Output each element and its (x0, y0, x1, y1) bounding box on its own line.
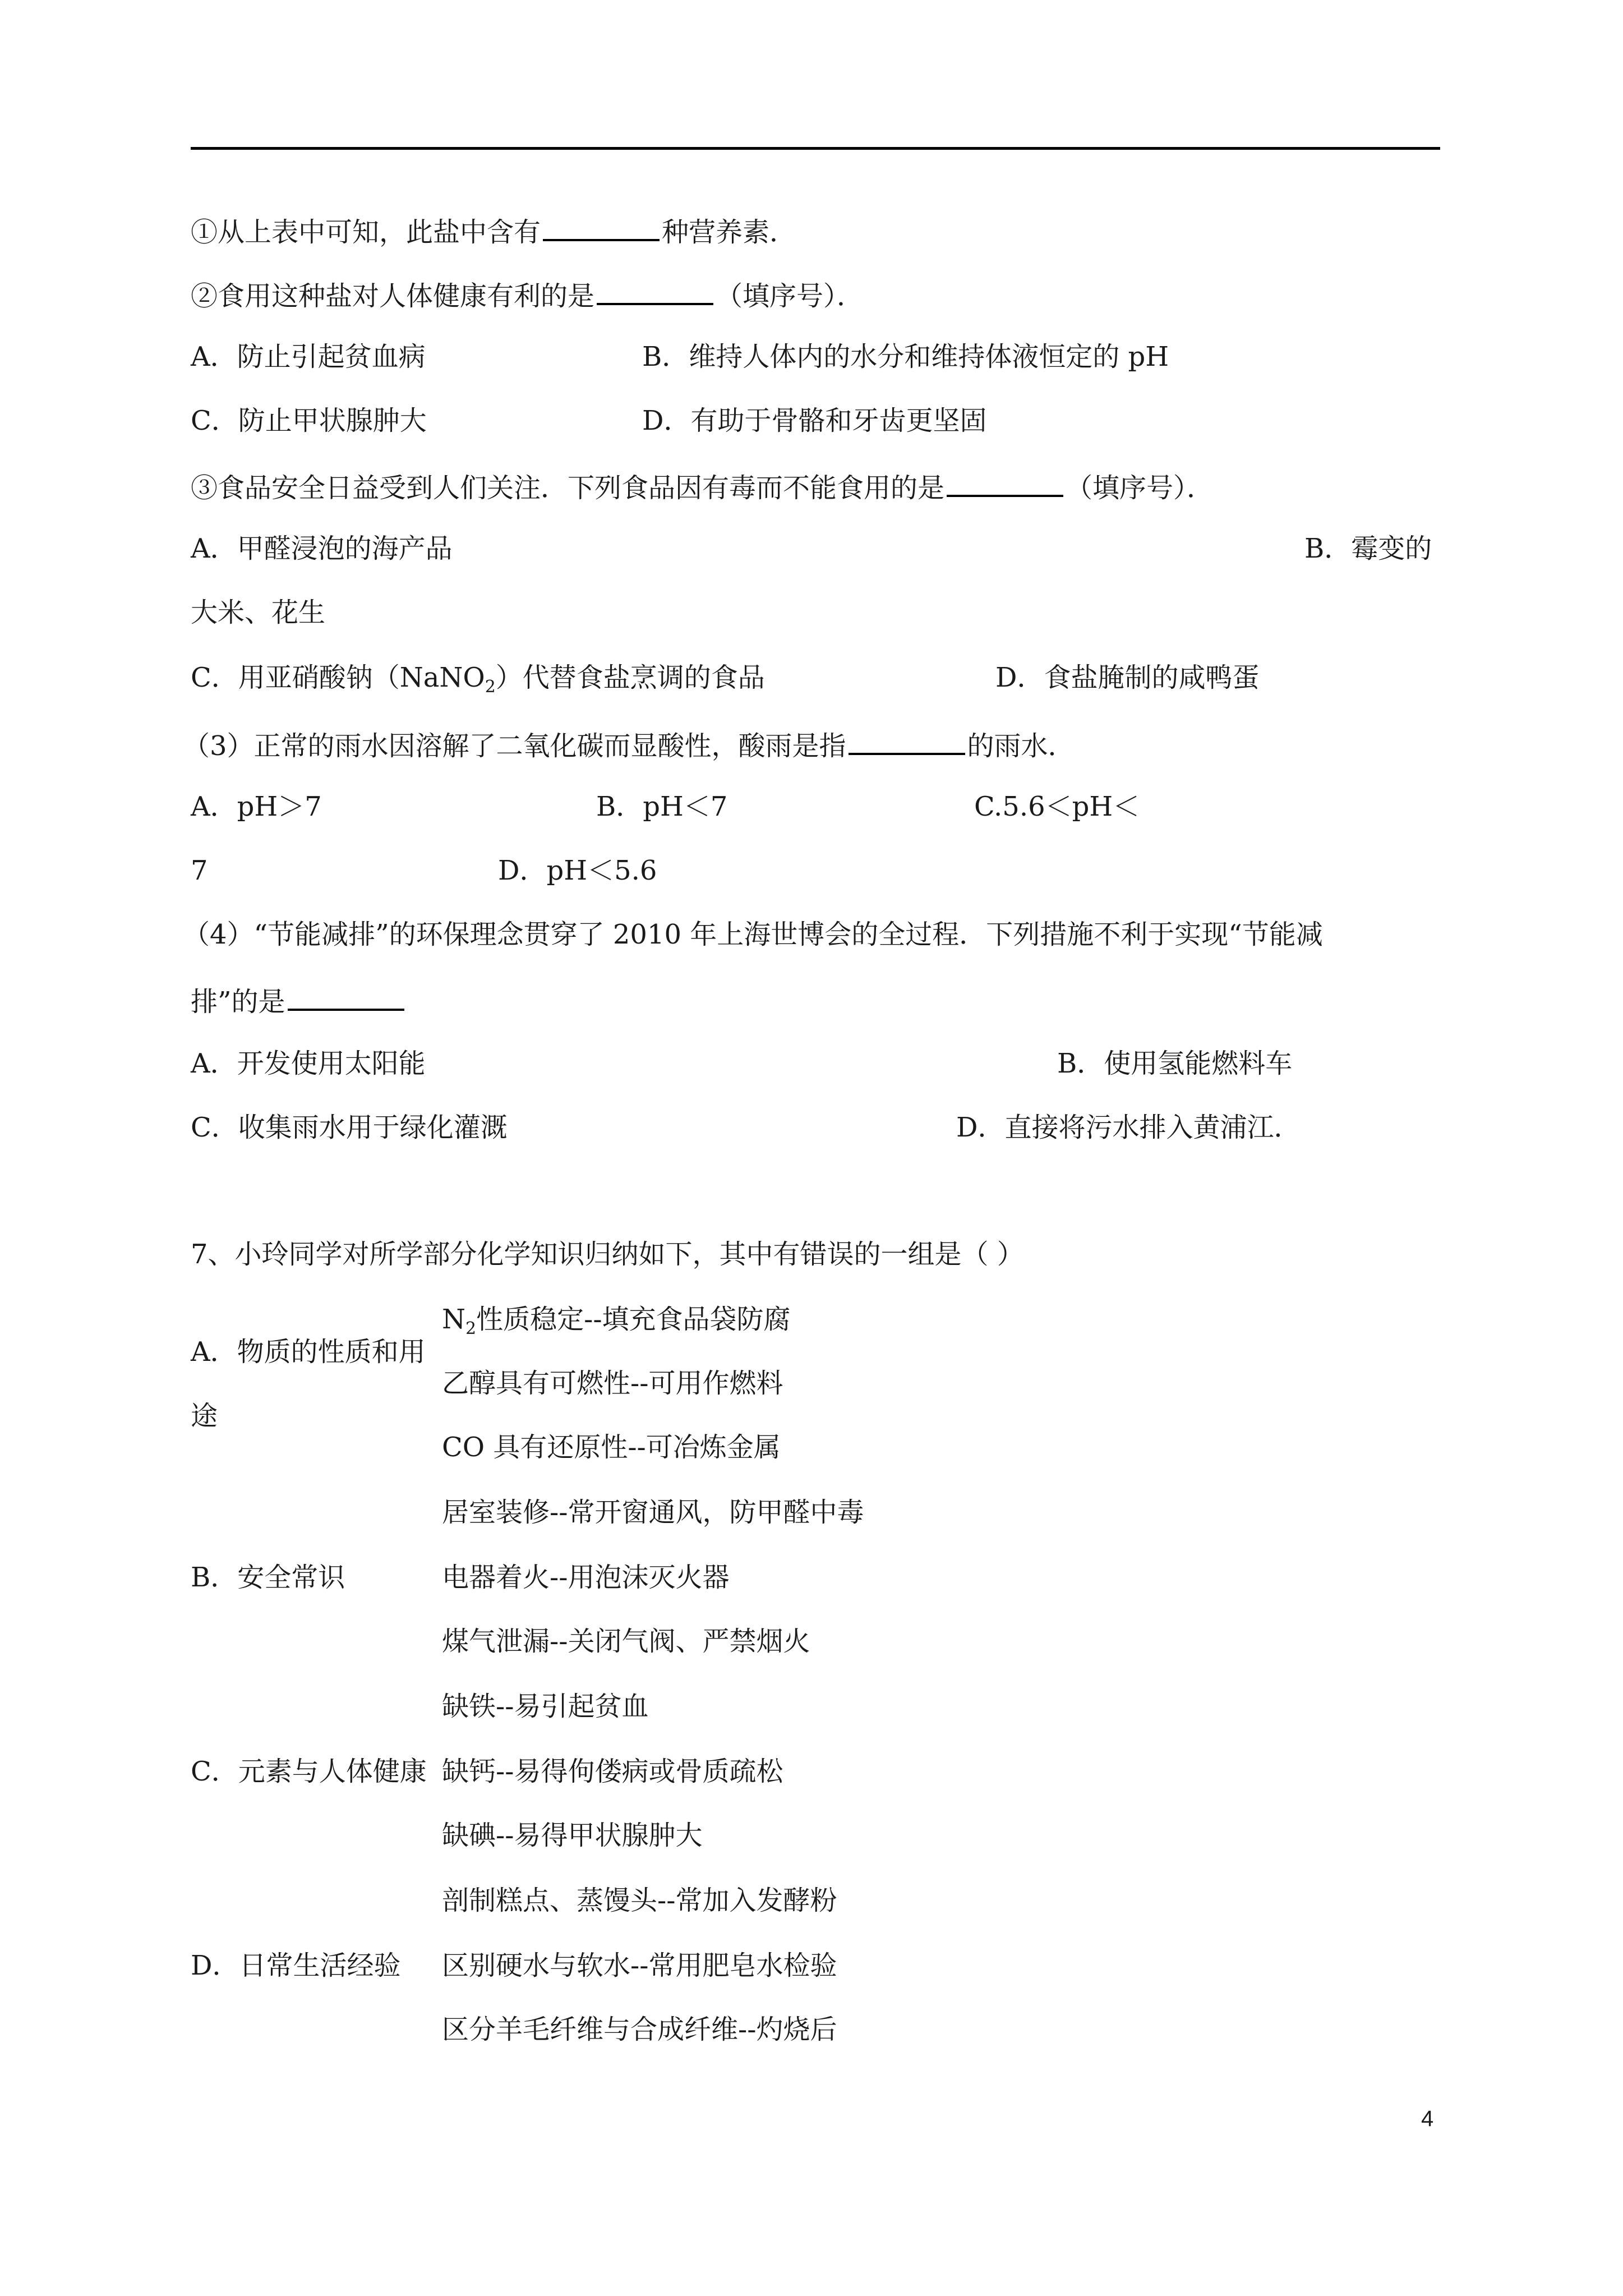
option-3c: C．用亚硝酸钠（NaNO$_2$）代替食盐烹调的食品 (191, 662, 765, 697)
group-c-label: C．元素与人体健康 (191, 1756, 427, 1787)
option-3b: B．霉变的 (1304, 533, 1432, 564)
part-3-option-c-cont: 7 (191, 855, 208, 886)
group-b-item-2: 电器着火--用泡沫灭火器 (442, 1562, 730, 1593)
option-3d: D．食盐腌制的咸鸭蛋 (995, 662, 1260, 693)
group-d-item-2: 区别硬水与软水--常用肥皂水检验 (442, 1950, 837, 1981)
option-3b-cont: 大米、花生 (191, 597, 326, 628)
part-4-stem-cont: 排”的是 (191, 982, 407, 1019)
page-number: 4 (1421, 2106, 1434, 2131)
q6-line-2: ②食用这种盐对人体健康有利的是 （填序号）． (191, 276, 864, 313)
part-3-option-d: D．pH＜5.6 (498, 855, 657, 886)
group-a-label-cont: 途 (191, 1400, 218, 1432)
option-2b: B．维持人体内的水分和维持体液恒定的 pH (642, 341, 1169, 372)
part-4-option-b: B．使用氢能燃料车 (1057, 1048, 1293, 1079)
option-2c: C．防止甲状腺肿大 (191, 405, 427, 436)
group-b-item-1: 居室装修--常开窗通风，防甲醛中毒 (442, 1497, 864, 1528)
group-c-item-1: 缺铁--易引起贫血 (442, 1691, 649, 1722)
part-4-option-a: A．开发使用太阳能 (191, 1048, 426, 1079)
q6-line-3: ③食品安全日益受到人们关注．下列食品因有毒而不能食用的是 （填序号）． (191, 468, 1214, 505)
part-3-stem: （3）正常的雨水因溶解了二氧化碳而显酸性，酸雨是指 的雨水． (183, 726, 1075, 763)
group-d-item-1: 剖制糕点、蒸馒头--常加入发酵粉 (442, 1885, 837, 1916)
group-d-item-3: 区分羊毛纤维与合成纤维--灼烧后 (442, 2014, 837, 2045)
part-3-option-b: B．pH＜7 (596, 791, 728, 822)
answer-blank-1[interactable] (543, 212, 660, 241)
q7-stem: 7、小玲同学对所学部分化学知识归纳如下，其中有错误的一组是（ ） (191, 1239, 1024, 1270)
part-4-option-d: D．直接将污水排入黄浦江． (956, 1112, 1301, 1143)
option-3a: A．甲醛浸泡的海产品 (191, 533, 453, 564)
part-4-stem: （4）“节能减排”的环保理念贯穿了 2010 年上海世博会的全过程．下列措施不利于实现“节能减 (183, 919, 1323, 950)
group-b-label: B．安全常识 (191, 1562, 345, 1593)
q6-line-1: ①从上表中可知，此盐中含有 种营养素． (191, 212, 796, 249)
group-c-item-3: 缺碘--易得甲状腺肿大 (442, 1820, 703, 1851)
group-c-item-2: 缺钙--易得佝偻病或骨质疏松 (442, 1756, 783, 1787)
answer-blank-2[interactable] (597, 276, 713, 305)
header-rule (191, 147, 1440, 150)
group-a-item-2: 乙醇具有可燃性--可用作燃料 (442, 1368, 783, 1399)
part-4-option-c: C．收集雨水用于绿化灌溉 (191, 1112, 508, 1143)
group-a-item-1: $N_2$性质稳定--填充食品袋防腐 (442, 1304, 791, 1338)
option-2d: D．有助于骨骼和牙齿更坚固 (642, 405, 987, 436)
group-a-item-3: CO 具有还原性--可冶炼金属 (442, 1432, 781, 1463)
group-a-label: A．物质的性质和用 (191, 1336, 426, 1368)
group-d-label: D．日常生活经验 (191, 1950, 401, 1981)
part-3-option-a: A．pH＞7 (191, 791, 322, 822)
part-3-option-c: C.5.6＜pH＜ (974, 791, 1140, 822)
group-b-item-3: 煤气泄漏--关闭气阀、严禁烟火 (442, 1626, 810, 1657)
answer-blank-5[interactable] (288, 982, 404, 1011)
option-2a: A．防止引起贫血病 (191, 341, 426, 372)
answer-blank-3[interactable] (947, 468, 1063, 497)
answer-blank-4[interactable] (849, 726, 965, 755)
